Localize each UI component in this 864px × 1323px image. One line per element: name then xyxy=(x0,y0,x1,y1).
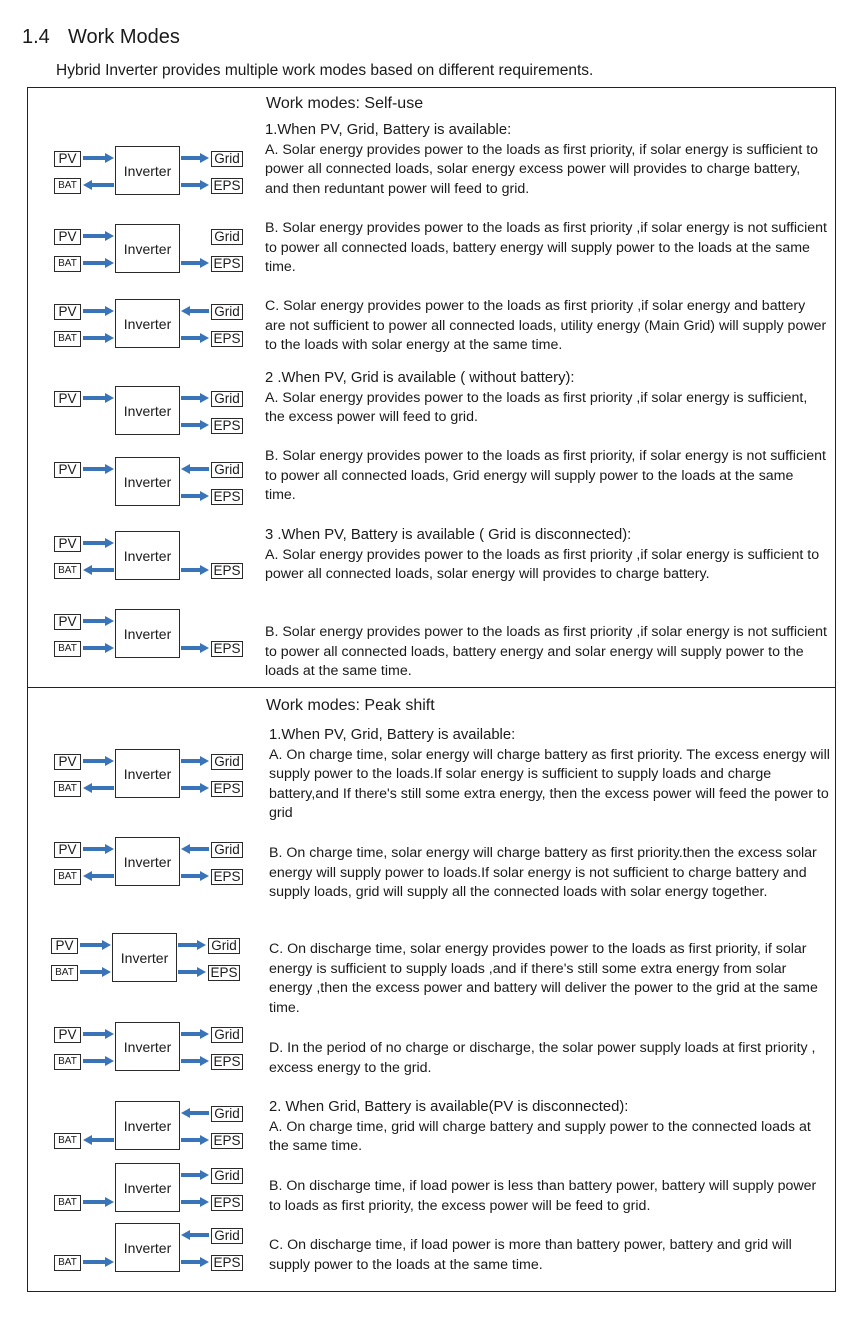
bat-arrow xyxy=(83,1197,114,1207)
eps-arrow xyxy=(181,1197,209,1207)
bat-label: BAT xyxy=(54,1195,81,1211)
case-heading: 3 .When PV, Battery is available ( Grid is disconnected): xyxy=(265,527,632,543)
inverter-box: Inverter xyxy=(115,146,180,195)
bat-label: BAT xyxy=(54,641,81,657)
bat-arrow xyxy=(83,180,114,190)
eps-label: EPS xyxy=(211,331,243,347)
pv-label: PV xyxy=(54,754,81,770)
grid-arrow xyxy=(181,844,209,854)
bat-arrow xyxy=(83,565,114,575)
bat-arrow xyxy=(80,967,111,977)
pv-label: PV xyxy=(54,151,81,167)
grid-arrow xyxy=(181,153,209,163)
pv-arrow xyxy=(83,756,114,766)
inverter-box: Inverter xyxy=(115,386,180,435)
self-use-case3-text xyxy=(265,526,827,585)
eps-arrow xyxy=(178,967,206,977)
grid-label: Grid xyxy=(211,391,243,407)
bat-label: BAT xyxy=(54,1255,81,1271)
bat-arrow xyxy=(83,1257,114,1267)
bat-arrow xyxy=(83,783,114,793)
grid-label: Grid xyxy=(211,462,243,478)
inverter-box: Inverter xyxy=(115,749,180,798)
grid-arrow xyxy=(181,464,209,474)
energy-flow-diagram xyxy=(54,1022,254,1077)
energy-flow-diagram xyxy=(54,386,254,441)
peak-shift-case2-b-text: B. On discharge time, if load power is less than battery power, battery will supply power to loads as first priority, the excess power will be feed to grid. xyxy=(269,1178,817,1214)
eps-arrow xyxy=(181,180,209,190)
inverter-box: Inverter xyxy=(115,1022,180,1071)
inverter-box: Inverter xyxy=(115,1163,180,1212)
eps-label: EPS xyxy=(211,1195,243,1211)
self-use-case2-b-text: B. Solar energy provides power to the loads as first priority, if solar energy is not sufficient to power all connected loads, Grid energy will supply power to the loads at the same time. xyxy=(265,448,826,504)
self-use-title: Work modes: Self-use xyxy=(266,95,424,112)
grid-label: Grid xyxy=(211,229,243,245)
pv-label: PV xyxy=(54,614,81,630)
pv-label: PV xyxy=(54,229,81,245)
eps-label: EPS xyxy=(211,178,243,194)
bat-arrow xyxy=(83,1135,114,1145)
grid-arrow xyxy=(181,306,209,316)
grid-label: Grid xyxy=(211,842,243,858)
energy-flow-diagram xyxy=(54,837,254,892)
pv-arrow xyxy=(83,538,114,548)
eps-arrow xyxy=(181,1257,209,1267)
eps-arrow xyxy=(181,1056,209,1066)
eps-label: EPS xyxy=(211,1133,243,1149)
section-title: Work Modes xyxy=(68,26,180,48)
peak-shift-case2-text xyxy=(269,1098,831,1157)
eps-label: EPS xyxy=(211,1054,243,1070)
bat-label: BAT xyxy=(54,563,81,579)
grid-label: Grid xyxy=(211,1168,243,1184)
pv-arrow xyxy=(83,844,114,854)
grid-arrow xyxy=(181,1170,209,1180)
energy-flow-diagram xyxy=(54,457,254,512)
pv-arrow xyxy=(83,616,114,626)
eps-arrow xyxy=(181,333,209,343)
grid-label: Grid xyxy=(208,938,240,954)
case-heading: 2 .When PV, Grid is available ( without battery): xyxy=(265,370,575,386)
eps-arrow xyxy=(181,258,209,268)
pv-arrow xyxy=(83,231,114,241)
energy-flow-diagram xyxy=(54,1223,254,1278)
inverter-box: Inverter xyxy=(115,457,180,506)
grid-arrow xyxy=(181,1029,209,1039)
bat-label: BAT xyxy=(54,256,81,272)
eps-arrow xyxy=(181,420,209,430)
bat-arrow xyxy=(83,1056,114,1066)
inverter-box: Inverter xyxy=(115,299,180,348)
self-use-case2-text xyxy=(265,369,827,428)
bat-arrow xyxy=(83,258,114,268)
grid-arrow xyxy=(181,1108,209,1118)
grid-label: Grid xyxy=(211,151,243,167)
section-heading xyxy=(22,26,180,49)
inverter-box: Inverter xyxy=(112,933,177,982)
grid-arrow xyxy=(181,756,209,766)
pv-label: PV xyxy=(54,462,81,478)
energy-flow-diagram xyxy=(54,299,254,354)
eps-label: EPS xyxy=(211,563,243,579)
bat-arrow xyxy=(83,643,114,653)
bat-label: BAT xyxy=(54,869,81,885)
case-description: A. Solar energy provides power to the loads as first priority, if solar energy is sufficient to power all connected loads, solar energy excess power will provides to charge battery, and then reduntant power will feed to grid. xyxy=(265,141,819,197)
self-use-case1-c-text: C. Solar energy provides power to the loads as first priority ,if solar energy and battery are not sufficient to power all connected loads, utility energy (Main Grid) will supply power to the loads with solar energy at the same time. xyxy=(265,298,827,354)
pv-arrow xyxy=(83,464,114,474)
grid-label: Grid xyxy=(211,304,243,320)
case-description: A. On charge time, grid will charge battery and supply power to the connected loads at the same time. xyxy=(269,1118,811,1155)
pv-label: PV xyxy=(54,391,81,407)
pv-arrow xyxy=(83,306,114,316)
bat-label: BAT xyxy=(54,781,81,797)
eps-arrow xyxy=(181,1135,209,1145)
eps-label: EPS xyxy=(211,418,243,434)
case-heading: 1.When PV, Grid, Battery is available: xyxy=(269,727,516,743)
pv-arrow xyxy=(80,940,111,950)
energy-flow-diagram xyxy=(54,609,254,664)
eps-label: EPS xyxy=(211,781,243,797)
peak-shift-case1-c-text: C. On discharge time, solar energy provides power to the loads as first priority, if solar energy is sufficient to supply loads ,and if there's still some extra energy from solar energy ,then the excess power and battery will deliver the power to the grid at the same time. xyxy=(269,941,818,1016)
pv-label: PV xyxy=(54,842,81,858)
eps-label: EPS xyxy=(211,256,243,272)
bat-arrow xyxy=(83,333,114,343)
inverter-box: Inverter xyxy=(115,1223,180,1272)
eps-label: EPS xyxy=(211,489,243,505)
energy-flow-diagram xyxy=(54,1163,254,1218)
energy-flow-diagram xyxy=(54,146,254,201)
grid-label: Grid xyxy=(211,1228,243,1244)
peak-shift-case2-c-text: C. On discharge time, if load power is more than battery power, battery and grid will supply power to the loads at the same time. xyxy=(269,1237,792,1273)
self-use-case3-b-text: B. Solar energy provides power to the loads as first priority ,if solar energy is not sufficient to power all connected loads, battery energy and solar energy will supply power to the loads at the same time. xyxy=(265,624,827,680)
pv-label: PV xyxy=(51,938,78,954)
grid-label: Grid xyxy=(211,1027,243,1043)
inverter-box: Inverter xyxy=(115,837,180,886)
eps-label: EPS xyxy=(211,869,243,885)
inverter-box: Inverter xyxy=(115,609,180,658)
grid-label: Grid xyxy=(211,1106,243,1122)
inverter-box: Inverter xyxy=(115,531,180,580)
energy-flow-diagram xyxy=(54,531,254,586)
pv-label: PV xyxy=(54,1027,81,1043)
inverter-box: Inverter xyxy=(115,1101,180,1150)
eps-arrow xyxy=(181,491,209,501)
energy-flow-diagram xyxy=(54,1101,254,1156)
peak-shift-title: Work modes: Peak shift xyxy=(266,697,435,714)
pv-label: PV xyxy=(54,536,81,552)
case-heading: 2. When Grid, Battery is available(PV is disconnected): xyxy=(269,1099,629,1115)
bat-label: BAT xyxy=(54,1133,81,1149)
energy-flow-diagram xyxy=(54,224,254,279)
section-intro: Hybrid Inverter provides multiple work modes based on different requirements. xyxy=(56,62,594,79)
grid-arrow xyxy=(181,393,209,403)
peak-shift-case1-text xyxy=(269,726,831,824)
case-heading: 1.When PV, Grid, Battery is available: xyxy=(265,122,512,138)
grid-label: Grid xyxy=(211,754,243,770)
eps-label: EPS xyxy=(208,965,240,981)
pv-arrow xyxy=(83,1029,114,1039)
bat-label: BAT xyxy=(51,965,78,981)
bat-label: BAT xyxy=(54,331,81,347)
case-description: A. Solar energy provides power to the loads as first priority ,if solar energy is sufficient, the excess power will feed to grid. xyxy=(265,389,808,426)
eps-label: EPS xyxy=(211,1255,243,1271)
bat-label: BAT xyxy=(54,1054,81,1070)
grid-arrow xyxy=(181,1230,209,1240)
peak-shift-case1-b-text: B. On charge time, solar energy will charge battery as first priority.then the excess solar energy will supply power to loads.If solar energy is not sufficient to charge battery and supply loads, grid will supply all the connected loads with solar energy together. xyxy=(269,845,817,901)
energy-flow-diagram xyxy=(51,933,251,988)
grid-arrow xyxy=(178,940,206,950)
eps-label: EPS xyxy=(211,641,243,657)
eps-arrow xyxy=(181,783,209,793)
eps-arrow xyxy=(181,643,209,653)
case-description: A. On charge time, solar energy will charge battery as first priority. The excess energy will supply power to the loads.If solar energy is sufficient to supply loads and charge battery,and If there's still some extra energy, then the excess power will feed the power to grid xyxy=(269,746,830,822)
bat-label: BAT xyxy=(54,178,81,194)
inverter-box: Inverter xyxy=(115,224,180,273)
bat-arrow xyxy=(83,871,114,881)
pv-label: PV xyxy=(54,304,81,320)
pv-arrow xyxy=(83,153,114,163)
peak-shift-case1-d-text: D. In the period of no charge or discharge, the solar power supply loads at first priority , excess energy to the grid. xyxy=(269,1040,816,1076)
pv-arrow xyxy=(83,393,114,403)
eps-arrow xyxy=(181,565,209,575)
eps-arrow xyxy=(181,871,209,881)
energy-flow-diagram xyxy=(54,749,254,804)
self-use-case1-b-text: B. Solar energy provides power to the loads as first priority ,if solar energy is not sufficient to power all connected loads, battery energy will supply power to the loads at the same time. xyxy=(265,220,827,276)
case-description: A. Solar energy provides power to the loads as first priority ,if solar energy is sufficient to power all connected loads, solar energy will provides to charge battery. xyxy=(265,546,820,583)
section-number: 1.4 xyxy=(22,26,50,48)
self-use-case1-text xyxy=(265,121,827,199)
